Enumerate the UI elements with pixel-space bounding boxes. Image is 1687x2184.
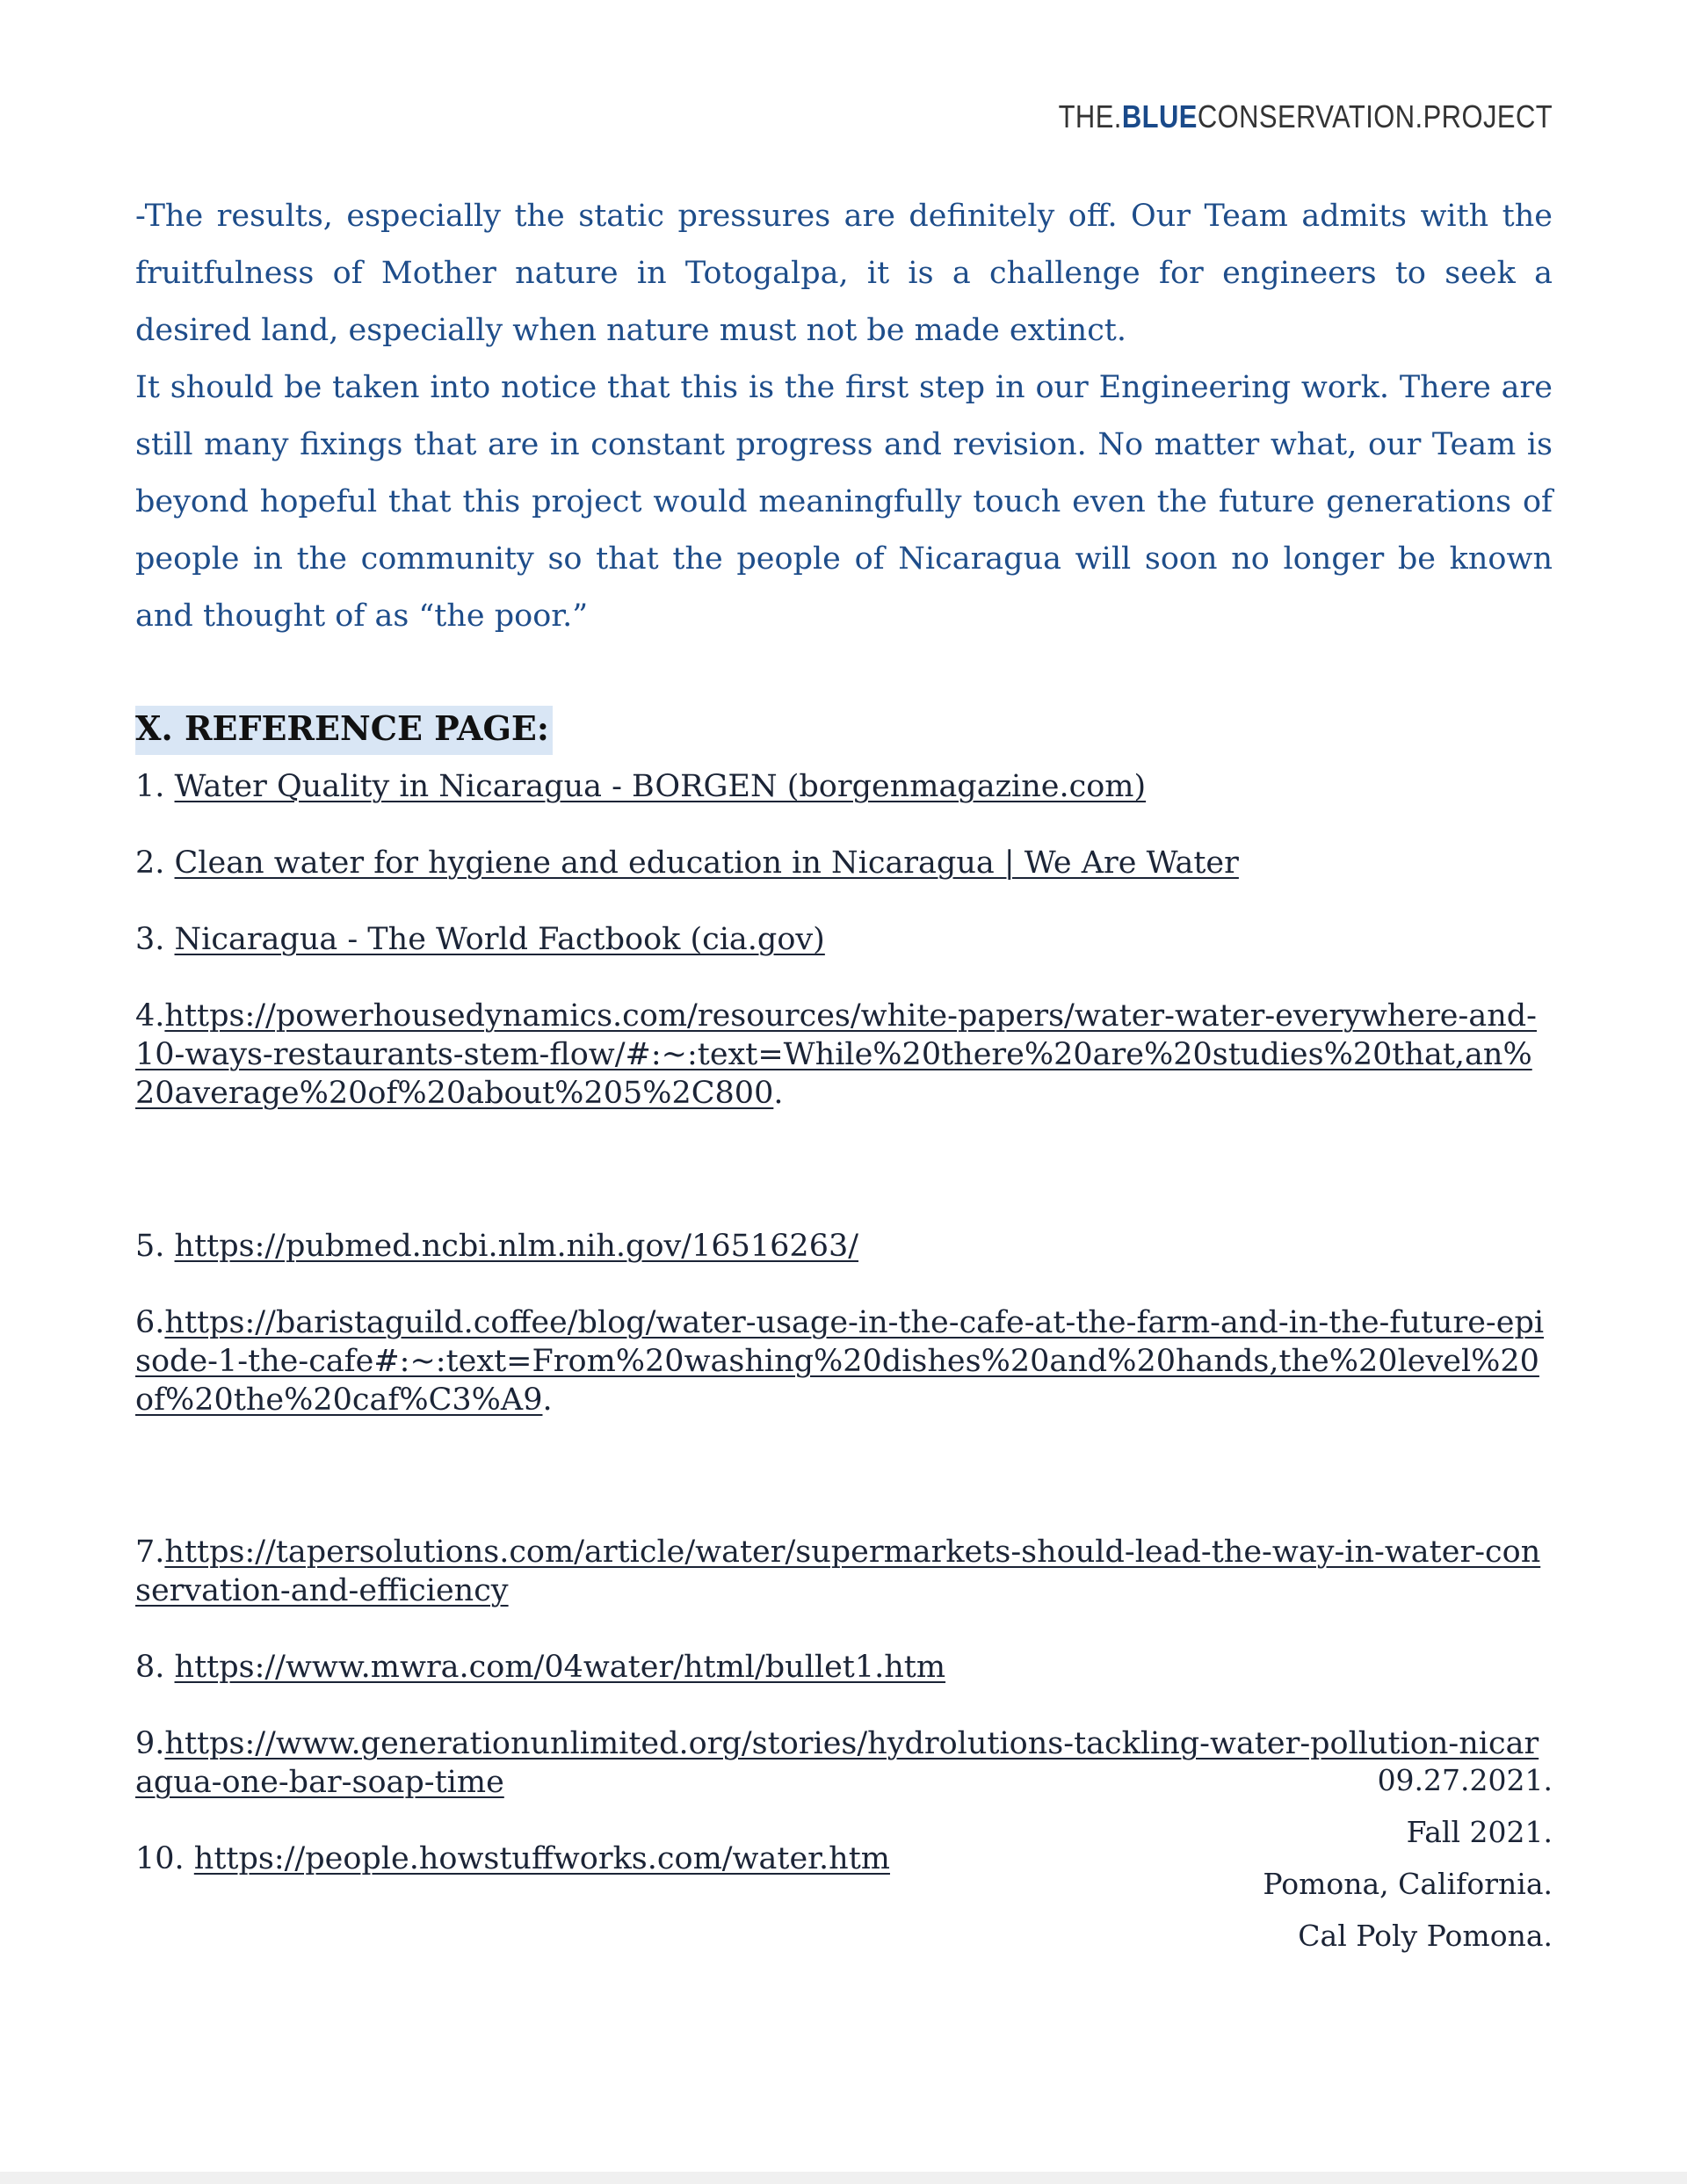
reference-item-6 [135,1303,1550,1419]
reference-link-5[interactable]: https://pubmed.ncbi.nlm.nih.gov/16516263/ [174,1229,859,1264]
reference-item-5 [135,1227,1550,1266]
reference-number: 5. [135,1229,175,1264]
reference-link-10[interactable]: https://people.howstuffworks.com/water.htm [193,1841,890,1876]
reference-link-6[interactable]: https://baristaguild.coffee/blog/water-usage-in-the-cafe-at-the-farm-and-in-the-future-episode-1-the-cafe#:~:text=From%20washing%20dishes%20and%20hands,the%20level%20of%20the%20caf%C3%A9 [135,1305,1545,1418]
reference-number: 7. [135,1535,165,1570]
submission-date: 09.27.2021. [1377,1763,1553,1797]
reference-number: 1. [135,769,175,804]
reference-item-3 [135,920,1550,959]
reference-trail: . [773,1076,784,1111]
page-bottom-edge [0,2172,1687,2184]
reference-item-8 [135,1648,1550,1687]
reference-item-2 [135,844,1550,882]
reference-link-8[interactable]: https://www.mwra.com/04water/html/bullet1.htm [174,1650,946,1685]
submission-term: Fall 2021. [1406,1815,1553,1849]
reference-item-7 [135,1533,1550,1610]
reference-link-1[interactable]: Water Quality in Nicaragua - BORGEN (borgenmagazine.com) [174,769,1147,804]
reference-item-4 [135,997,1550,1113]
reference-item-1 [135,767,1550,806]
reference-link-4[interactable]: https://powerhousedynamics.com/resources/white-papers/water-water-everywhere-and-10-ways-restaurants-stem-flow/#:~:text=While%20there%20are%20studies%20that,an%20average%20of%20about%205%2C800 [135,998,1537,1111]
reference-number: 3. [135,922,175,957]
reference-link-3[interactable]: Nicaragua - The World Factbook (cia.gov) [174,922,825,957]
conclusion-text [135,188,1553,645]
reference-link-9[interactable]: https://www.generationunlimited.org/stories/hydrolutions-tackling-water-pollution-nicaragua-one-bar-soap-time [135,1726,1539,1800]
reference-number: 8. [135,1650,175,1685]
reference-number: 4. [135,998,165,1034]
reference-number: 2. [135,845,175,881]
conclusion-paragraph-1: -The results, especially the static pressures are definitely off. Our Team admits with the fruitfulness of Mother nature in Totogalpa, it is a challenge for engineers to seek a desired land, especially when nature must not be made extinct. [135,199,1553,348]
blue-conservation-logo [1058,98,1553,135]
reference-number: 10. [135,1841,194,1876]
logo-blue: BLUE [1121,98,1198,134]
reference-number: 9. [135,1726,165,1761]
submission-location: Pomona, California. [1263,1867,1553,1901]
reference-number: 6. [135,1305,165,1340]
conclusion-paragraph-2: It should be taken into notice that this is the first step in our Engineering work. There are still many fixings that are in constant progress and revision. No matter what, our Team is beyond hopeful that this project would meaningfully touch even the future generations of people in the community so that the people of Nicaragua will soon no longer be known and thought of as “the poor.” [135,370,1553,634]
reference-link-7[interactable]: https://tapersolutions.com/article/water/supermarkets-should-lead-the-way-in-water-conservation-and-efficiency [135,1535,1541,1608]
submission-school: Cal Poly Pomona. [1298,1919,1553,1953]
logo-prefix: THE. [1058,98,1122,134]
logo-suffix: CONSERVATION.PROJECT [1197,98,1553,134]
reference-link-2[interactable]: Clean water for hygiene and education in Nicaragua | We Are Water [174,845,1239,881]
reference-heading: X. REFERENCE PAGE: [135,706,553,755]
submission-info [1263,1754,1553,1962]
reference-trail: . [542,1382,553,1418]
